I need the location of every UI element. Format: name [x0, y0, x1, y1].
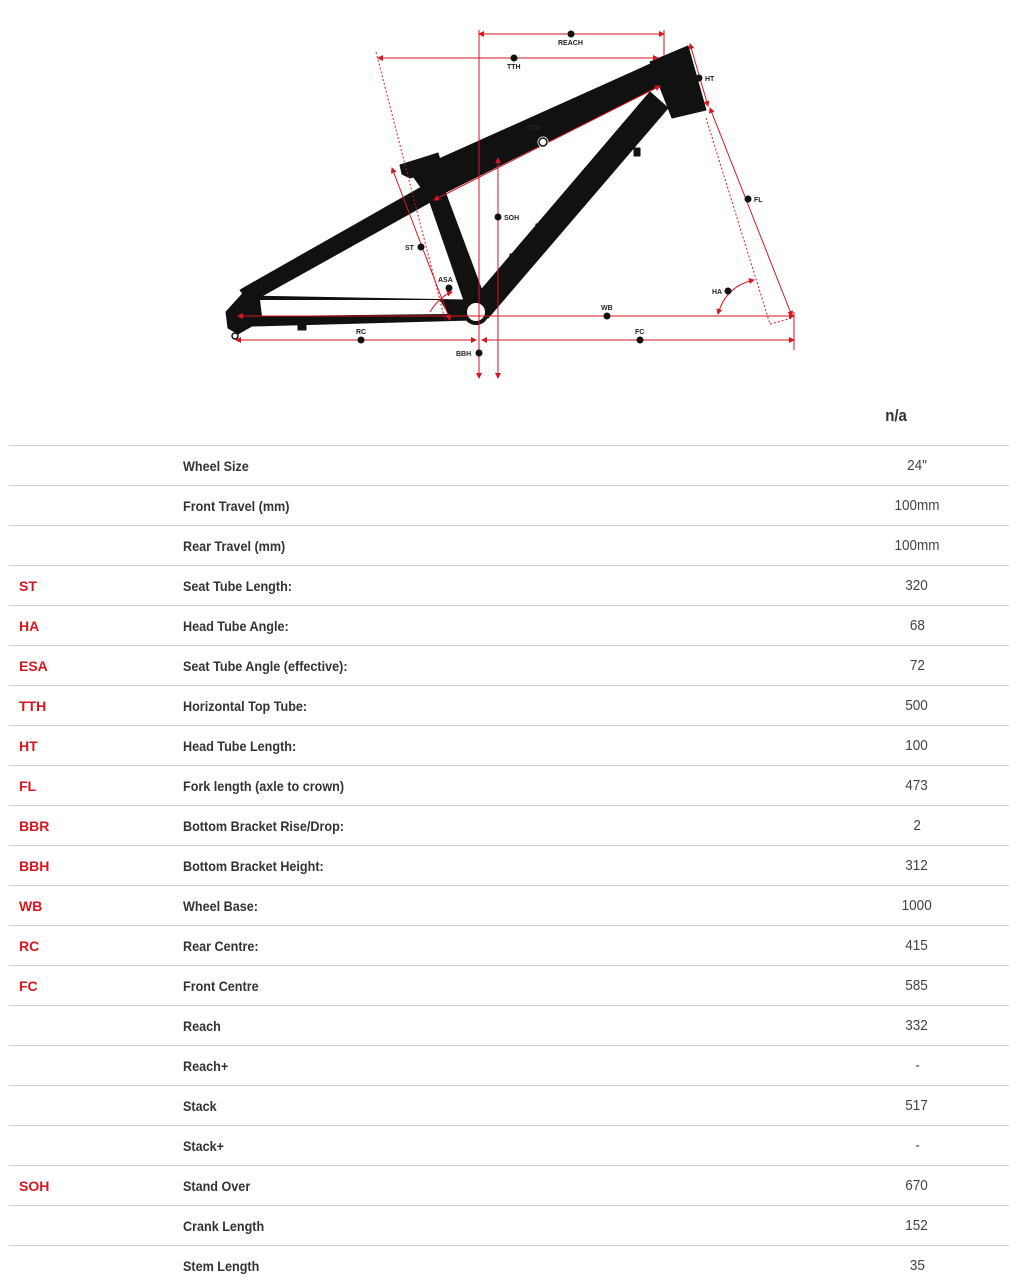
row-code [9, 1046, 174, 1086]
row-label-text: Rear Centre: [183, 937, 259, 954]
row-label [174, 1246, 833, 1286]
row-value [833, 766, 1009, 806]
row-label [174, 1046, 833, 1086]
table-row [9, 806, 1009, 846]
row-label-text: Horizontal Top Tube: [183, 697, 308, 714]
frame-geometry-diagram [0, 0, 1021, 390]
row-label [174, 846, 833, 886]
table-row [9, 846, 1009, 886]
table-row [9, 606, 1009, 646]
geometry-table [9, 445, 1009, 1286]
row-value [833, 1166, 1009, 1206]
row-label-text: Bottom Bracket Height: [183, 857, 324, 874]
row-label-text: Stack+ [183, 1137, 224, 1154]
table-row [9, 566, 1009, 606]
row-value [833, 926, 1009, 966]
row-label-text: Reach+ [183, 1057, 229, 1074]
row-value [833, 726, 1009, 766]
row-value-text: 473 [905, 777, 929, 794]
row-code: BBR [19, 817, 50, 834]
row-code: BBH [19, 857, 50, 874]
table-row [9, 766, 1009, 806]
row-value-text: 320 [905, 577, 929, 594]
row-value [833, 1086, 1009, 1126]
row-code: FL [19, 777, 37, 794]
row-value [833, 1046, 1009, 1086]
table-row [9, 526, 1009, 566]
table-row [9, 726, 1009, 766]
table-row [9, 1166, 1009, 1206]
row-label-text: Reach [183, 1017, 221, 1034]
row-code: SOH [19, 1177, 50, 1194]
label-wb: WB [601, 305, 613, 312]
row-value-text: 517 [905, 1097, 929, 1114]
row-value-text: 2 [913, 817, 921, 834]
label-bbh: BBH [456, 351, 472, 358]
row-value-text: 100mm [894, 497, 940, 514]
table-row [9, 446, 1009, 486]
row-value-text: 1000 [901, 897, 933, 914]
row-value-text: 68 [909, 617, 925, 634]
row-label [174, 646, 833, 686]
row-label-text: Stack [183, 1097, 217, 1114]
row-label-text: Front Centre [183, 977, 259, 994]
row-value [833, 1006, 1009, 1046]
row-label [174, 1126, 833, 1166]
label-reach: REACH [558, 40, 583, 47]
label-fc: FC [635, 329, 645, 336]
row-value [833, 806, 1009, 846]
row-label-text: Wheel Size [183, 457, 249, 474]
table-row [9, 686, 1009, 726]
row-label-text: Stand Over [183, 1177, 251, 1194]
row-value-text: 670 [905, 1177, 929, 1194]
label-tth: TTH [507, 64, 521, 71]
row-value [833, 606, 1009, 646]
row-code [9, 1126, 174, 1166]
row-label-text: Crank Length [183, 1217, 265, 1234]
row-code [9, 1086, 174, 1126]
row-label-text: Front Travel (mm) [183, 497, 290, 514]
row-label-text: Stem Length [183, 1257, 260, 1274]
table-row [9, 486, 1009, 526]
row-value-text: 500 [905, 697, 929, 714]
row-label [174, 686, 833, 726]
row-label-text: Rear Travel (mm) [183, 537, 286, 554]
row-label [174, 926, 833, 966]
row-code: TTH [19, 697, 47, 714]
row-label [174, 486, 833, 526]
geometry-table-body [9, 446, 1009, 1286]
row-value [833, 486, 1009, 526]
label-ht: HT [705, 76, 715, 83]
row-label [174, 806, 833, 846]
row-label [174, 1006, 833, 1046]
row-value-text: 312 [905, 857, 929, 874]
row-value [833, 1126, 1009, 1166]
row-label-text: Fork length (axle to crown) [183, 777, 345, 794]
row-label [174, 1086, 833, 1126]
row-label [174, 526, 833, 566]
table-row [9, 1126, 1009, 1166]
row-label [174, 766, 833, 806]
label-st: ST [405, 245, 414, 252]
row-code: RC [19, 937, 40, 954]
row-code: ST [19, 577, 37, 594]
row-code [9, 1006, 174, 1046]
row-code: FC [19, 977, 38, 994]
row-value-text: 415 [905, 937, 929, 954]
row-value-text: - [914, 1057, 920, 1074]
table-row [9, 646, 1009, 686]
row-code [9, 1246, 174, 1286]
row-value-text: 585 [905, 977, 929, 994]
row-code [9, 486, 174, 526]
row-value [833, 566, 1009, 606]
row-label [174, 1206, 833, 1246]
row-value [833, 886, 1009, 926]
row-label-text: Bottom Bracket Rise/Drop: [183, 817, 345, 834]
row-value [833, 526, 1009, 566]
table-row [9, 1006, 1009, 1046]
label-asa: ASA [438, 277, 453, 284]
row-code: ESA [19, 657, 48, 674]
label-soh: SOH [504, 215, 520, 222]
row-code: WB [19, 897, 43, 914]
size-column-header: n/a [885, 406, 907, 425]
row-value-text: 100 [905, 737, 929, 754]
row-value-text: 332 [905, 1017, 929, 1034]
row-label-text: Wheel Base: [183, 897, 258, 914]
row-value-text: - [914, 1137, 920, 1154]
row-value-text: 72 [909, 657, 925, 674]
bike-frame [226, 46, 706, 334]
table-row [9, 1046, 1009, 1086]
row-value-text: 100mm [894, 537, 940, 554]
row-label [174, 1166, 833, 1206]
row-value-text: 35 [909, 1257, 925, 1275]
table-row [9, 1206, 1009, 1246]
row-value-text: 152 [905, 1217, 929, 1234]
row-label [174, 886, 833, 926]
row-label [174, 726, 833, 766]
row-value [833, 686, 1009, 726]
row-code: HA [19, 617, 40, 634]
row-value [833, 1246, 1009, 1286]
label-ha: HA [712, 289, 723, 296]
row-code: HT [19, 737, 38, 754]
row-value [833, 446, 1009, 486]
table-row [9, 1086, 1009, 1126]
row-value [833, 646, 1009, 686]
table-row [9, 886, 1009, 926]
label-tta: TTA [527, 125, 541, 132]
row-value [833, 1206, 1009, 1246]
row-label-text: Head Tube Angle: [183, 617, 289, 634]
row-value [833, 966, 1009, 1006]
label-rc: RC [356, 329, 367, 336]
label-fl: FL [754, 197, 763, 204]
table-row [9, 1246, 1009, 1286]
row-value-text: 24" [907, 457, 927, 474]
row-code [9, 1206, 174, 1246]
row-code [9, 526, 174, 566]
row-code [9, 446, 174, 486]
table-row [9, 966, 1009, 1006]
row-label-text: Seat Tube Length: [183, 577, 292, 594]
row-label [174, 606, 833, 646]
row-label [174, 446, 833, 486]
row-label-text: Seat Tube Angle (effective): [183, 657, 348, 674]
row-value [833, 846, 1009, 886]
row-label [174, 566, 833, 606]
table-row [9, 926, 1009, 966]
row-label [174, 966, 833, 1006]
row-label-text: Head Tube Length: [183, 737, 297, 754]
